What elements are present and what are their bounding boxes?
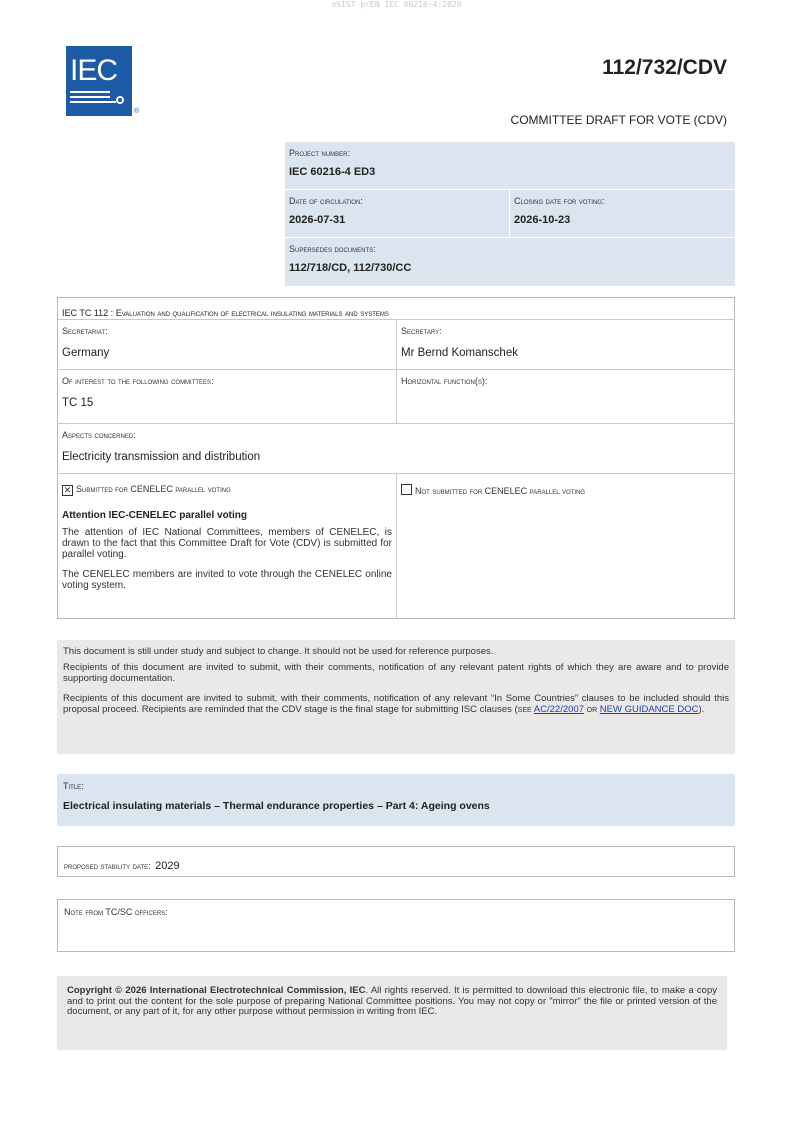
ac-22-2007-link[interactable]: AC/22/2007 bbox=[533, 704, 584, 715]
submitted-checkbox-checked-icon[interactable]: ✕ bbox=[63, 485, 72, 495]
logo-text: IEC bbox=[70, 54, 118, 87]
notice-paragraph-3-end: ). bbox=[698, 704, 705, 715]
circulation-date-label: Date of circulation: bbox=[289, 196, 363, 206]
secretary-label: Secretary: bbox=[401, 326, 442, 336]
closing-date-cell bbox=[510, 190, 735, 238]
copyright-body: . All rights reserved. It is permitted to download this electronic file, to make a copy and to print out the content for the sole purpose of preparing National Committee positions. You may not copy or "mirror" the file or printed version of the document, or any part of it, for any other purpose without permission in writing from IEC. bbox=[67, 985, 717, 1017]
logo-line bbox=[70, 96, 110, 98]
aspects-label: Aspects concerned: bbox=[62, 430, 136, 440]
not-submitted-voting-row bbox=[401, 484, 730, 496]
circulation-date-cell bbox=[285, 190, 510, 238]
aspects-value: Electricity transmission and distribution bbox=[62, 451, 261, 463]
logo-circle bbox=[116, 96, 124, 104]
document-type: COMMITTEE DRAFT FOR VOTE (CDV) bbox=[510, 113, 727, 127]
secretariat-cell bbox=[58, 320, 397, 370]
stability-date-block bbox=[57, 846, 735, 877]
project-number-label: Project number: bbox=[289, 148, 351, 158]
interest-value: TC 15 bbox=[62, 397, 94, 409]
logo-line bbox=[70, 91, 110, 93]
attention-heading: Attention IEC-CENELEC parallel voting bbox=[62, 510, 248, 521]
copyright-text bbox=[67, 986, 717, 1018]
closing-date: 2026-10-23 bbox=[514, 214, 571, 226]
not-submitted-voting-cell bbox=[397, 474, 734, 618]
submitted-voting-label: Submitted for CENELEC parallel voting bbox=[76, 484, 231, 494]
secretary-value: Mr Bernd Komanschek bbox=[401, 347, 518, 359]
document-title: Electrical insulating materials – Thermal endurance properties – Part 4: Ageing ovens bbox=[63, 800, 490, 812]
attention-paragraph-1: The attention of IEC National Committees, members of CENELEC, is drawn to the fact that this Committee Draft for Vote (CDV) is submitted for parallel voting. bbox=[62, 527, 392, 560]
copyright-block bbox=[57, 976, 727, 1050]
supersedes-cell bbox=[285, 238, 735, 286]
project-number-cell bbox=[285, 142, 735, 190]
iec-logo bbox=[66, 46, 140, 116]
aspects-cell bbox=[58, 424, 734, 474]
attention-paragraph-2: The CENELEC members are invited to vote through the CENELEC online voting system. bbox=[62, 569, 392, 591]
horizontal-function-cell bbox=[397, 370, 734, 424]
stability-date-label: proposed stability date: bbox=[64, 861, 151, 871]
notice-block bbox=[57, 640, 735, 754]
notice-paragraph-3 bbox=[63, 693, 729, 715]
copyright-bold: Copyright © 2026 International Electrotechnical Commission, IEC bbox=[67, 985, 366, 996]
not-submitted-voting-label: Not submitted for CENELEC parallel voting bbox=[415, 486, 586, 496]
notice-or: or bbox=[586, 704, 598, 715]
secretariat-label: Secretariat: bbox=[62, 326, 108, 336]
notice-paragraph-2: Recipients of this document are invited to submit, with their comments, notification of any relevant patent rights of which they are aware and to provide supporting documentation. bbox=[63, 662, 729, 684]
submitted-voting-cell bbox=[58, 474, 397, 618]
submitted-voting-row bbox=[62, 484, 392, 496]
tc-number: IEC TC 112 : bbox=[62, 308, 116, 318]
secretariat-value: Germany bbox=[62, 347, 110, 359]
tc-title: Evaluation and qualification of electrical insulating materials and systems bbox=[115, 308, 389, 318]
watermark: oSIST prEN IEC 60216-4:2026 bbox=[331, 0, 462, 9]
officers-note-block bbox=[57, 899, 735, 952]
committee-table bbox=[57, 297, 735, 619]
notice-paragraph-3-text: Recipients of this document are invited to submit, with their comments, notification of any relevant “In Some Countries” clauses to be included should this proposal proceed. Recipients are reminded that the CDV stage is the final stage for submitting ISC clauses ( bbox=[63, 693, 729, 715]
new-guidance-doc-link[interactable]: NEW GUIDANCE DOC bbox=[599, 704, 699, 715]
notice-paragraph-1: This document is still under study and subject to change. It should not be used for reference purposes. bbox=[63, 646, 494, 657]
closing-date-label: Closing date for voting: bbox=[514, 196, 605, 206]
tc-row bbox=[58, 298, 734, 320]
title-block bbox=[57, 774, 735, 826]
project-info-block bbox=[285, 142, 735, 286]
supersedes-label: Supersedes documents: bbox=[289, 244, 376, 254]
registered-mark: ® bbox=[134, 108, 140, 115]
supersedes-documents: 112/718/CD, 112/730/CC bbox=[289, 262, 412, 274]
circulation-date: 2026-07-31 bbox=[289, 214, 346, 226]
not-submitted-checkbox-icon[interactable] bbox=[401, 484, 412, 495]
interest-cell bbox=[58, 370, 397, 424]
horizontal-function-label: Horizontal function(s): bbox=[401, 376, 488, 386]
notice-see: see bbox=[517, 704, 532, 715]
stability-date-value: 2029 bbox=[155, 860, 180, 872]
title-label: Title: bbox=[63, 781, 84, 791]
logo-line bbox=[70, 101, 116, 103]
secretary-cell bbox=[397, 320, 734, 370]
officers-note-label: Note from TC/SC officers: bbox=[64, 907, 168, 917]
interest-label: Of interest to the following committees: bbox=[62, 376, 214, 386]
document-number: 112/732/CDV bbox=[602, 56, 727, 79]
project-number: IEC 60216-4 ED3 bbox=[289, 166, 376, 178]
